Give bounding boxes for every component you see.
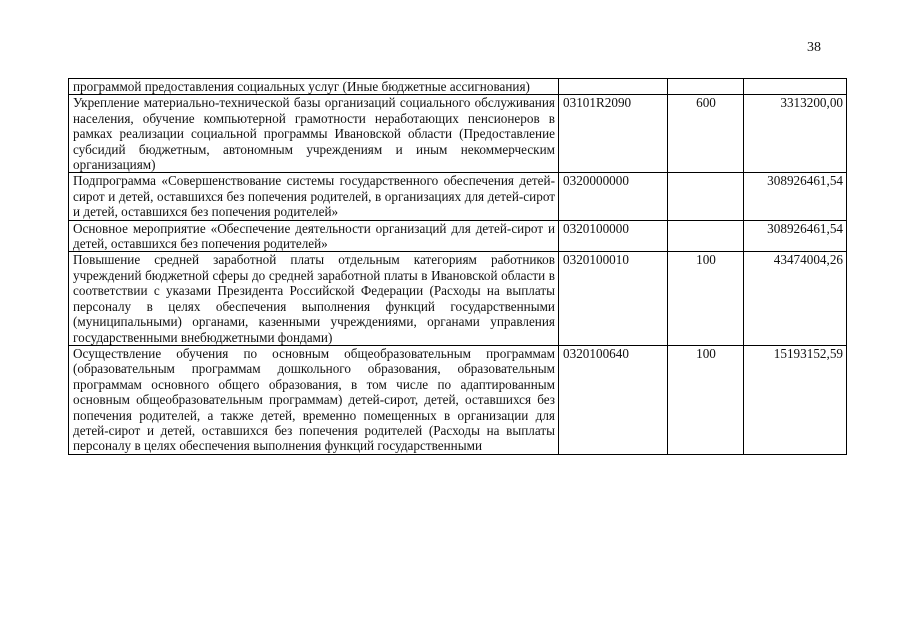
- row-name-cell: Укрепление материально-технической базы организаций социального обслуживания населения, обучение компьютерной грамотности неработающих пенсионеров в рамках реализации социальной программы Ивановской области (Предоставление субсидий бюджетным, автономным учреждениям и иным некоммерческим организациям): [69, 95, 559, 173]
- row-expense-type-cell: 100: [668, 252, 744, 345]
- table-row: [69, 252, 847, 345]
- row-target-code-cell: 0320000000: [559, 173, 668, 220]
- table-row: [69, 95, 847, 173]
- row-amount-cell: 308926461,54: [744, 173, 847, 220]
- row-name-cell: Основное мероприятие «Обеспечение деятельности организаций для детей-сирот и детей, оставшихся без попечения родителей»: [69, 220, 559, 252]
- row-expense-type-cell: 100: [668, 345, 744, 454]
- row-expense-type-cell: [668, 79, 744, 95]
- table-row: [69, 79, 847, 95]
- page-number: 38: [807, 40, 821, 55]
- table-row: [69, 220, 847, 252]
- row-expense-type-cell: [668, 220, 744, 252]
- row-target-code-cell: 0320100640: [559, 345, 668, 454]
- row-name-cell: Подпрограмма «Совершенствование системы государственного обеспечения детей-сирот и детей, оставшихся без попечения родителей, в организациях для детей-сирот и детей, оставшихся без попечения родителей»: [69, 173, 559, 220]
- row-name-cell: Повышение средней заработной платы отдельным категориям работников учреждений бюджетной сферы до средней заработной платы в Ивановской области в соответствии с указами Президента Российской Федерации (Расходы на выплаты персоналу в целях обеспечения выполнения функций государственными (муниципальными) органами, казенными учреждениями, органами управления государственными внебюджетными фондами): [69, 252, 559, 345]
- table-row: [69, 345, 847, 454]
- row-target-code-cell: 0320100010: [559, 252, 668, 345]
- table-row: [69, 173, 847, 220]
- row-target-code-cell: 03101R2090: [559, 95, 668, 173]
- row-amount-cell: [744, 79, 847, 95]
- row-amount-cell: 15193152,59: [744, 345, 847, 454]
- row-name-cell: программой предоставления социальных услуг (Иные бюджетные ассигнования): [69, 79, 559, 95]
- row-target-code-cell: [559, 79, 668, 95]
- row-expense-type-cell: [668, 173, 744, 220]
- row-expense-type-cell: 600: [668, 95, 744, 173]
- row-amount-cell: 308926461,54: [744, 220, 847, 252]
- row-target-code-cell: 0320100000: [559, 220, 668, 252]
- budget-table: [68, 78, 847, 455]
- row-name-cell: Осуществление обучения по основным общеобразовательным программам (образовательным программам дошкольного образования, образовательным программам основного общего образования, в том числе по адаптированным основным общеобразовательным программам) детей-сирот, детей, оставшихся без попечения родителей, а также детей, временно помещенных в организации для детей-сирот и детей, оставшихся без попечения родителей (Расходы на выплаты персоналу в целях обеспечения выполнения функций государственными: [69, 345, 559, 454]
- row-amount-cell: 3313200,00: [744, 95, 847, 173]
- row-amount-cell: 43474004,26: [744, 252, 847, 345]
